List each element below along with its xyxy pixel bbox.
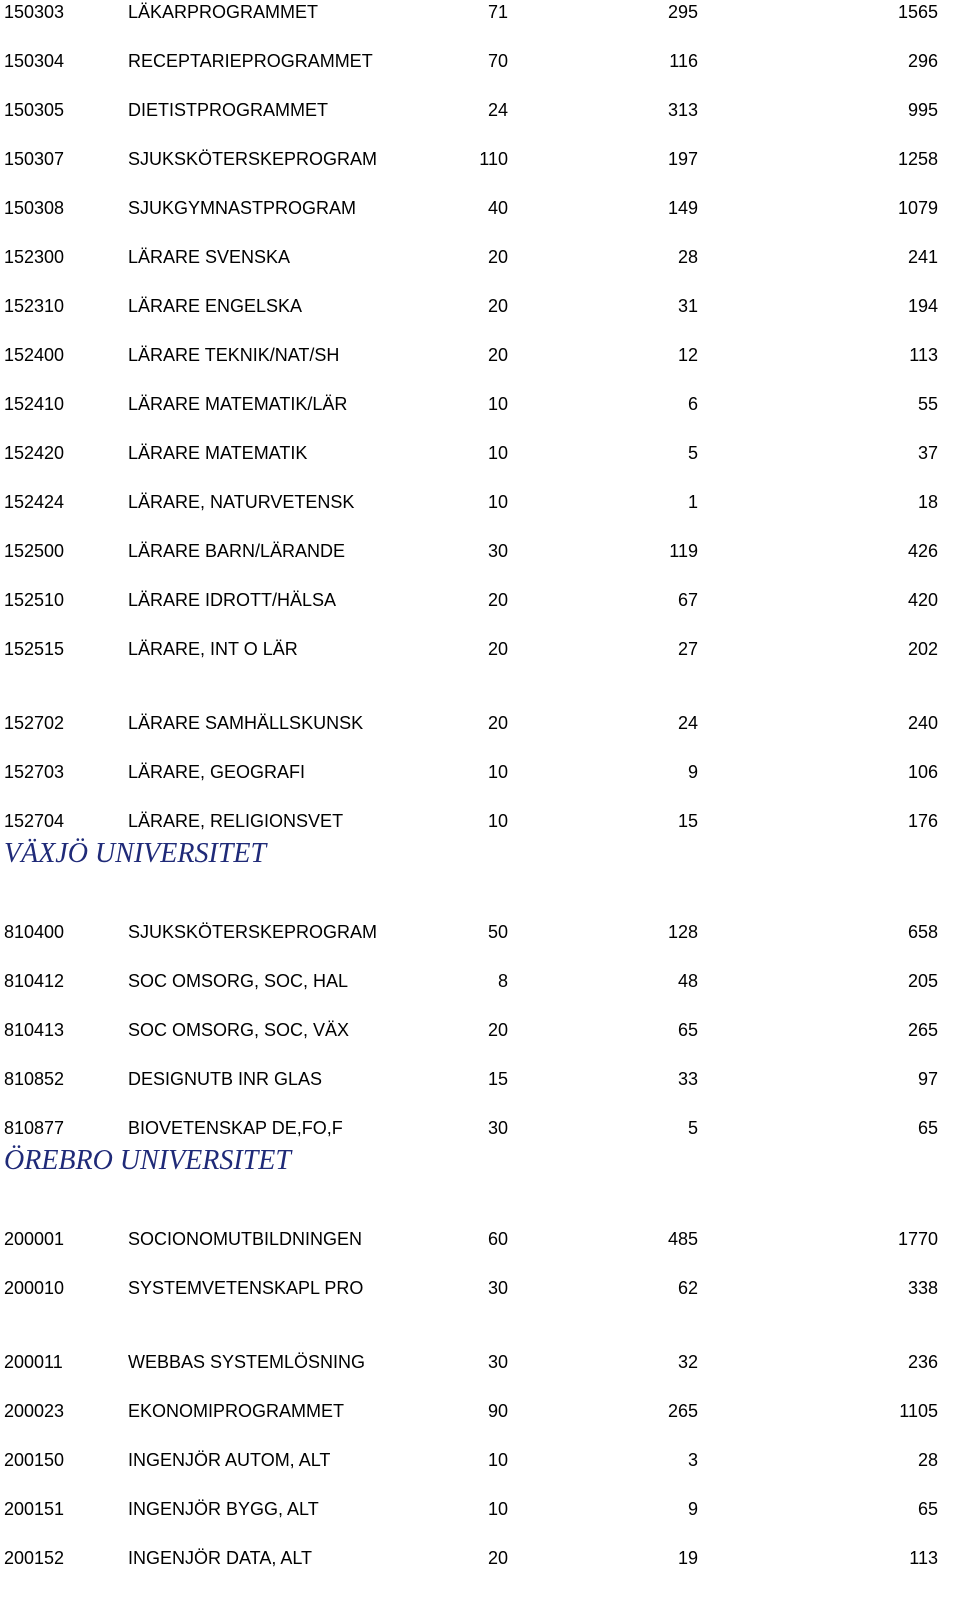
value-col-3: 202 <box>907 639 938 659</box>
value-col-1: 40 <box>487 198 508 218</box>
value-col-3: 338 <box>907 1278 938 1298</box>
table-row <box>0 392 960 416</box>
program-name: SYSTEMVETENSKAPL PRO <box>128 1278 364 1298</box>
value-col-1: 10 <box>487 443 508 463</box>
value-col-1: 60 <box>487 1229 508 1249</box>
program-name: WEBBAS SYSTEMLÖSNING <box>128 1352 366 1372</box>
program-code: 200010 <box>4 1278 65 1298</box>
table-row <box>0 760 960 784</box>
table-row <box>0 98 960 122</box>
table-row <box>0 1399 960 1423</box>
value-col-1: 8 <box>497 971 508 991</box>
program-code: 152424 <box>4 492 65 512</box>
value-col-2: 149 <box>667 198 698 218</box>
value-col-1: 20 <box>487 1548 508 1568</box>
value-col-1: 24 <box>487 100 508 120</box>
value-col-2: 485 <box>667 1229 698 1249</box>
program-code: 150305 <box>4 100 65 120</box>
value-col-2: 19 <box>677 1548 698 1568</box>
program-code: 810412 <box>4 971 65 991</box>
program-code: 200023 <box>4 1401 65 1421</box>
value-col-2: 9 <box>687 762 698 782</box>
value-col-2: 5 <box>687 443 698 463</box>
value-col-1: 10 <box>487 1499 508 1519</box>
program-code: 810400 <box>4 922 65 942</box>
value-col-2: 6 <box>687 394 698 414</box>
value-col-1: 10 <box>487 811 508 831</box>
value-col-1: 110 <box>479 149 508 169</box>
value-col-2: 128 <box>667 922 698 942</box>
program-code: 200151 <box>4 1499 65 1519</box>
table-row <box>0 1546 960 1570</box>
program-name: LÄRARE SAMHÄLLSKUNSK <box>128 713 364 733</box>
value-col-2: 62 <box>677 1278 698 1298</box>
value-col-1: 10 <box>487 394 508 414</box>
value-col-2: 15 <box>677 811 698 831</box>
program-code: 150304 <box>4 51 65 71</box>
value-col-1: 30 <box>487 1352 508 1372</box>
program-code: 200001 <box>4 1229 65 1249</box>
value-col-3: 240 <box>907 713 938 733</box>
table-row <box>0 441 960 465</box>
table-row <box>0 711 960 735</box>
value-col-2: 28 <box>677 247 698 267</box>
value-col-1: 20 <box>487 590 508 610</box>
program-code: 152500 <box>4 541 65 561</box>
program-code: 810877 <box>4 1118 65 1138</box>
program-code: 152702 <box>4 713 65 733</box>
program-name: INGENJÖR DATA, ALT <box>128 1548 313 1568</box>
value-col-2: 313 <box>667 100 698 120</box>
value-col-3: 113 <box>909 1548 938 1568</box>
value-col-3: 65 <box>917 1499 938 1519</box>
program-name: RECEPTARIEPROGRAMMET <box>128 51 373 71</box>
table-row <box>0 1067 960 1091</box>
value-col-2: 12 <box>677 345 698 365</box>
program-name: LÄRARE ENGELSKA <box>128 296 303 316</box>
value-col-1: 15 <box>487 1069 508 1089</box>
table-row <box>0 1227 960 1251</box>
program-code: 200011 <box>4 1352 63 1372</box>
program-name: BIOVETENSKAP DE,FO,F <box>128 1118 343 1138</box>
value-col-3: 426 <box>907 541 938 561</box>
value-col-3: 1770 <box>897 1229 938 1249</box>
program-name: DESIGNUTB INR GLAS <box>128 1069 323 1089</box>
value-col-3: 1079 <box>897 198 938 218</box>
value-col-3: 236 <box>907 1352 938 1372</box>
program-name: SOC OMSORG, SOC, VÄX <box>128 1020 350 1040</box>
value-col-2: 31 <box>677 296 698 316</box>
table-row <box>0 343 960 367</box>
value-col-2: 119 <box>669 541 698 561</box>
program-name: SJUKSKÖTERSKEPROGRAM <box>128 922 378 942</box>
program-code: 200152 <box>4 1548 65 1568</box>
program-name: DIETISTPROGRAMMET <box>128 100 329 120</box>
program-name: EKONOMIPROGRAMMET <box>128 1401 345 1421</box>
value-col-2: 295 <box>667 2 698 22</box>
program-name: LÄRARE, GEOGRAFI <box>128 762 306 782</box>
table-row <box>0 1497 960 1521</box>
table-row <box>0 539 960 563</box>
value-col-1: 70 <box>487 51 508 71</box>
value-col-1: 10 <box>487 762 508 782</box>
value-col-2: 32 <box>677 1352 698 1372</box>
value-col-3: 1105 <box>899 1401 938 1421</box>
value-col-1: 20 <box>487 713 508 733</box>
table-row <box>0 920 960 944</box>
program-name: LÄRARE BARN/LÄRANDE <box>128 541 346 561</box>
table-row <box>0 969 960 993</box>
value-col-1: 90 <box>487 1401 508 1421</box>
program-name: LÄRARE, INT O LÄR <box>128 639 298 659</box>
value-col-3: 194 <box>907 296 938 316</box>
value-col-1: 20 <box>487 639 508 659</box>
program-code: 152704 <box>4 811 65 831</box>
value-col-3: 1258 <box>897 149 938 169</box>
value-col-1: 71 <box>487 2 508 22</box>
section-heading: ÖREBRO UNIVERSITET <box>4 1145 291 1176</box>
program-name: SJUKSKÖTERSKEPROGRAM <box>128 149 378 169</box>
program-name: LÄRARE, RELIGIONSVET <box>128 811 344 831</box>
program-code: 150307 <box>4 149 65 169</box>
value-col-1: 50 <box>487 922 508 942</box>
table-row <box>0 1276 960 1300</box>
program-name: SJUKGYMNASTPROGRAM <box>128 198 357 218</box>
value-col-2: 197 <box>667 149 698 169</box>
value-col-2: 1 <box>687 492 698 512</box>
value-col-3: 420 <box>907 590 938 610</box>
table-row <box>0 49 960 73</box>
value-col-2: 3 <box>687 1450 698 1470</box>
program-name: LÄRARE IDROTT/HÄLSA <box>128 590 337 610</box>
value-col-3: 18 <box>917 492 938 512</box>
program-name: SOC OMSORG, SOC, HAL <box>128 971 349 991</box>
value-col-3: 28 <box>917 1450 938 1470</box>
program-code: 200150 <box>4 1450 65 1470</box>
table-row <box>0 1350 960 1374</box>
table-row <box>0 588 960 612</box>
value-col-2: 5 <box>687 1118 698 1138</box>
value-col-1: 30 <box>487 541 508 561</box>
program-code: 810413 <box>4 1020 65 1040</box>
program-code: 150303 <box>4 2 65 22</box>
value-col-2: 265 <box>667 1401 698 1421</box>
program-code: 152510 <box>4 590 65 610</box>
table-row <box>0 0 960 24</box>
table-row <box>0 809 960 833</box>
value-col-1: 30 <box>487 1118 508 1138</box>
program-code: 152410 <box>4 394 65 414</box>
value-col-2: 67 <box>677 590 698 610</box>
table-row <box>0 294 960 318</box>
program-name: SOCIONOMUTBILDNINGEN <box>128 1229 363 1249</box>
program-name: LÄKARPROGRAMMET <box>128 2 319 22</box>
value-col-2: 27 <box>677 639 698 659</box>
value-col-3: 1565 <box>897 2 938 22</box>
program-name: LÄRARE, NATURVETENSK <box>128 492 355 512</box>
value-col-2: 24 <box>677 713 698 733</box>
value-col-3: 995 <box>907 100 938 120</box>
program-name: LÄRARE MATEMATIK <box>128 443 308 463</box>
table-row <box>0 637 960 661</box>
value-col-3: 113 <box>909 345 938 365</box>
value-col-3: 106 <box>907 762 938 782</box>
program-code: 152300 <box>4 247 65 267</box>
table-row <box>0 196 960 220</box>
value-col-3: 241 <box>907 247 938 267</box>
value-col-1: 20 <box>487 1020 508 1040</box>
value-col-1: 10 <box>487 1450 508 1470</box>
table-row <box>0 1116 960 1140</box>
program-name: LÄRARE MATEMATIK/LÄR <box>128 394 348 414</box>
value-col-3: 205 <box>907 971 938 991</box>
program-code: 152515 <box>4 639 65 659</box>
program-code: 152703 <box>4 762 65 782</box>
table-row <box>0 1018 960 1042</box>
value-col-1: 10 <box>487 492 508 512</box>
value-col-3: 658 <box>907 922 938 942</box>
program-name: INGENJÖR AUTOM, ALT <box>128 1450 331 1470</box>
program-code: 152310 <box>4 296 65 316</box>
program-code: 150308 <box>4 198 65 218</box>
value-col-3: 296 <box>907 51 938 71</box>
value-col-1: 20 <box>487 247 508 267</box>
value-col-3: 37 <box>917 443 938 463</box>
program-code: 152400 <box>4 345 65 365</box>
value-col-3: 265 <box>907 1020 938 1040</box>
value-col-2: 65 <box>677 1020 698 1040</box>
program-name: INGENJÖR BYGG, ALT <box>128 1499 319 1519</box>
value-col-3: 176 <box>907 811 938 831</box>
value-col-1: 20 <box>487 296 508 316</box>
table-row <box>0 490 960 514</box>
value-col-1: 30 <box>487 1278 508 1298</box>
table-row <box>0 245 960 269</box>
value-col-2: 116 <box>669 51 698 71</box>
value-col-3: 97 <box>917 1069 938 1089</box>
value-col-2: 9 <box>687 1499 698 1519</box>
value-col-3: 55 <box>917 394 938 414</box>
program-code: 810852 <box>4 1069 65 1089</box>
table-row <box>0 1448 960 1472</box>
section-heading: VÄXJÖ UNIVERSITET <box>4 838 267 869</box>
value-col-2: 48 <box>677 971 698 991</box>
value-col-3: 65 <box>917 1118 938 1138</box>
program-name: LÄRARE TEKNIK/NAT/SH <box>128 345 340 365</box>
program-name: LÄRARE SVENSKA <box>128 247 291 267</box>
table-row <box>0 147 960 171</box>
value-col-1: 20 <box>487 345 508 365</box>
value-col-2: 33 <box>677 1069 698 1089</box>
program-code: 152420 <box>4 443 65 463</box>
